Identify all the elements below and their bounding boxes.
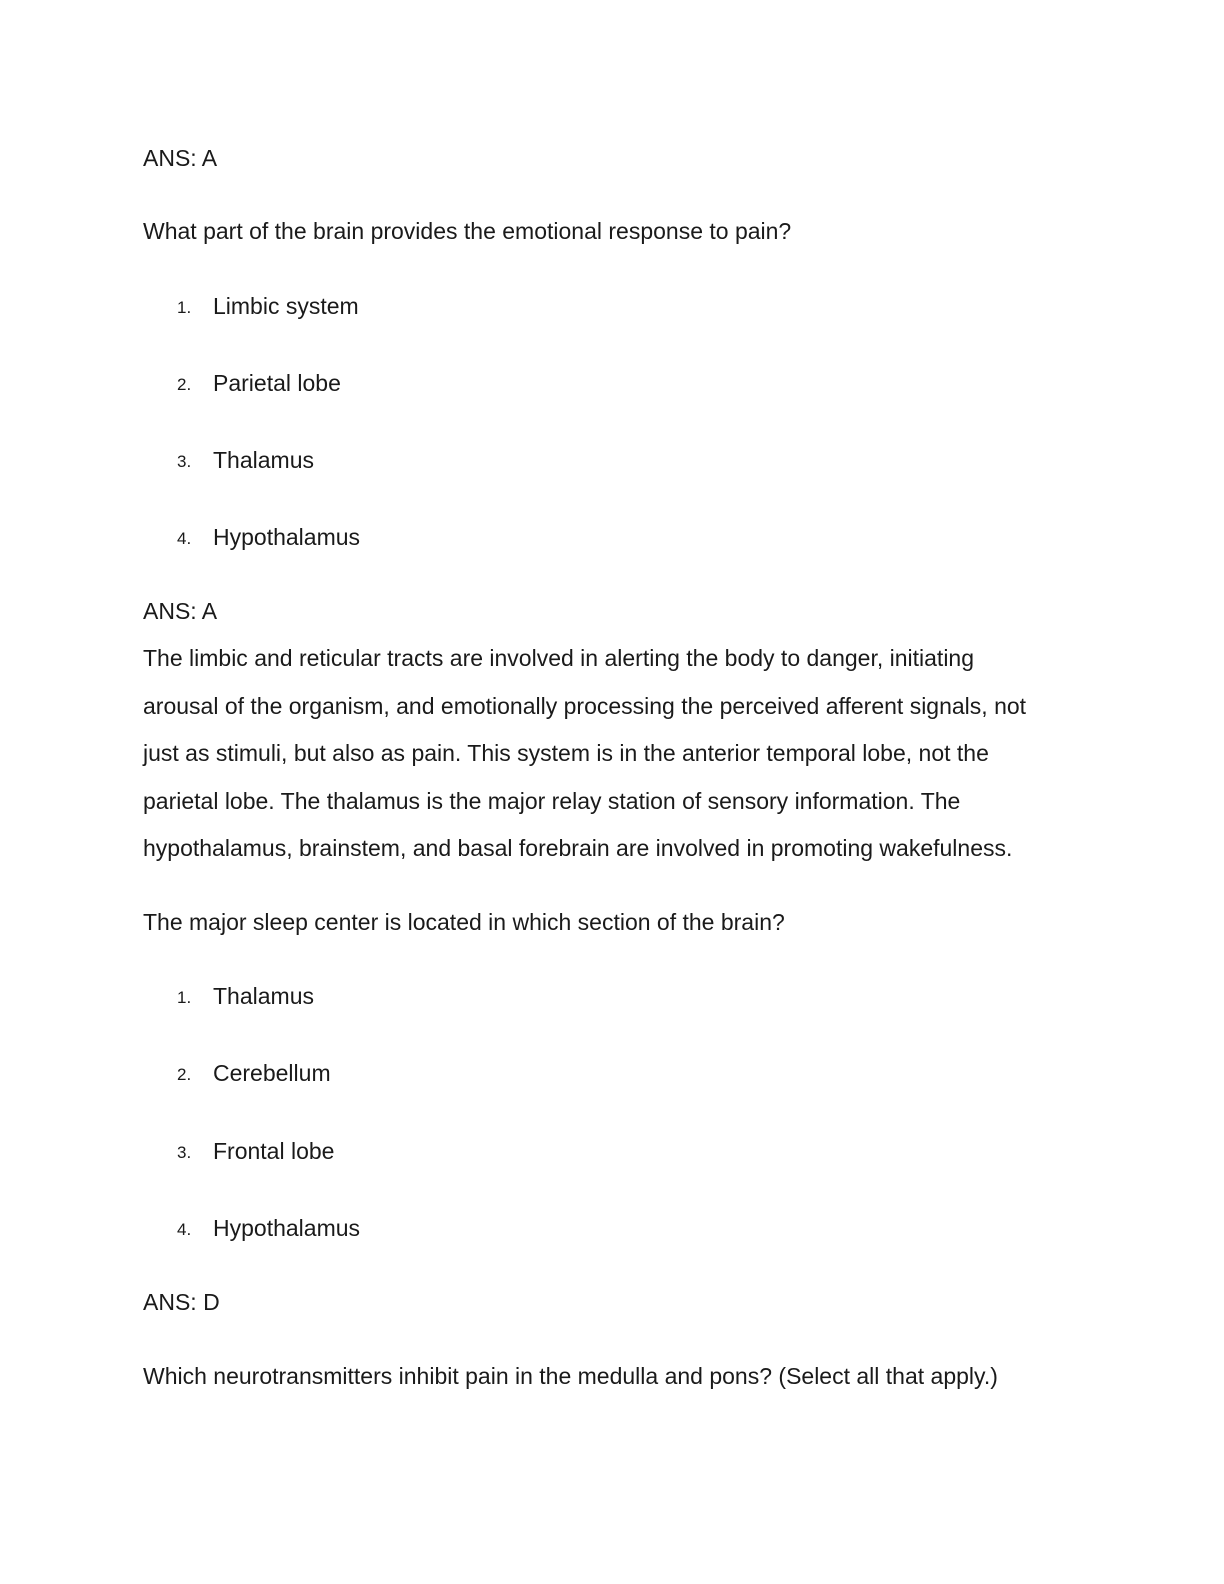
answer-label: ANS: A (143, 145, 218, 171)
rationale-line: parietal lobe. The thalamus is the major relay station of sensory information. The (143, 787, 961, 814)
option-text: Thalamus (213, 983, 314, 1009)
rationale-paragraph (143, 635, 1083, 873)
rationale-line: hypothalamus, brainstem, and basal forebrain are involved in promoting wakefulness. (143, 835, 1013, 861)
question-text: The major sleep center is located in which section of the brain? (143, 909, 785, 935)
option-number: 3. (177, 1143, 192, 1162)
rationale-line: arousal of the organism, and emotionally processing the perceived afferent signals, not (143, 692, 1027, 719)
answer-label: ANS: D (143, 1289, 220, 1315)
question-text: Which neurotransmitters inhibit pain in the medulla and pons? (Select all that apply.) (143, 1363, 998, 1389)
option-text: Cerebellum (213, 1060, 331, 1086)
rationale-line: just as stimuli, but also as pain. This system is in the anterior temporal lobe, not the (143, 740, 989, 766)
option-text: Parietal lobe (213, 370, 341, 396)
option-number: 4. (177, 529, 192, 548)
option-text: Thalamus (213, 447, 314, 473)
option-text: Frontal lobe (213, 1138, 335, 1164)
option-number: 2. (177, 375, 192, 394)
option-number: 2. (177, 1065, 192, 1084)
option-text: Hypothalamus (213, 524, 361, 550)
option-number: 1. (177, 988, 192, 1007)
option-number: 1. (177, 298, 192, 317)
option-text: Limbic system (213, 293, 359, 319)
rationale-line: The limbic and reticular tracts are involved in alerting the body to danger, initiating (143, 645, 975, 671)
option-text: Hypothalamus (213, 1215, 361, 1241)
answer-label: ANS: A (143, 598, 218, 624)
option-number: 4. (177, 1220, 192, 1239)
option-number: 3. (177, 452, 192, 471)
question-text: What part of the brain provides the emotional response to pain? (143, 218, 792, 244)
